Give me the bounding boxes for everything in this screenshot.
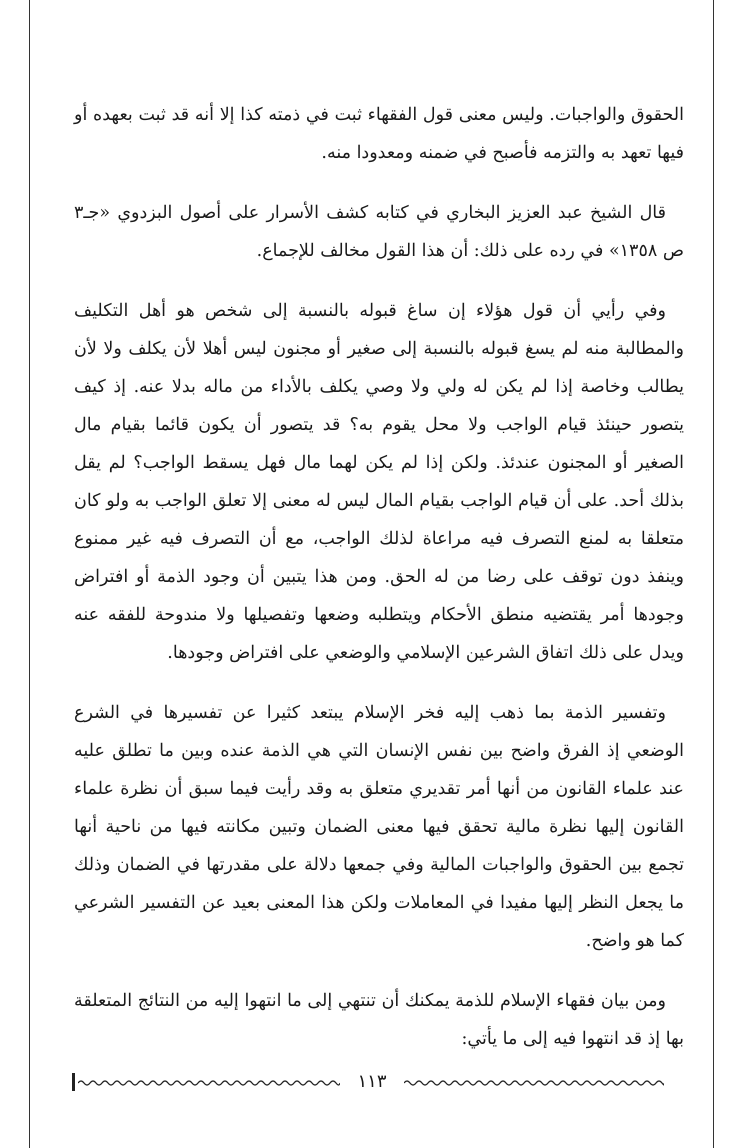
- page-footer: [72, 1070, 664, 1094]
- right-page-rule: [713, 0, 714, 1148]
- left-page-rule: [29, 0, 30, 1148]
- paragraph-interpretation-text: وتفسير الذمة بما ذهب إليه فخر الإسلام يبتعد كثيرا عن تفسيرها في الشرع الوضعي إذ الفرق واضح بين نفس الإنسان التي هي الذمة عنده وبين ما تطلق عليه عند علماء القانون من أنها أمر تقديري متعلق به وقد رأيت فيما سبق أن نظرة علماء القانون إليها نظرة مالية تحقق فيها معنى الضمان وتبين مكانته فيها من ناحية أنها تجمع بين الحقوق والواجبات المالية وفي جمعها دلالة على مقدرتها في الضمان وذلك ما يجعل النظر إليها مفيدا في المعاملات ولكن هذا المعنى بعيد عن التفسير الشرعي كما هو واضح.: [74, 703, 684, 951]
- page-body: [74, 96, 684, 1080]
- paragraph-opinion-text: وفي رأيي أن قول هؤلاء إن ساغ قبوله بالنسبة إلى شخص هو أهل التكليف والمطالبة منه لم يسغ قبوله بالنسبة إلى صغير أو مجنون ليس أهلا لأن يكلف ولا لأن يطالب وخاصة إذا لم يكن له ولي ولا وصي يكلف بالأداء من ماله بدلا عنه. إذ كيف يتصور حينئذ قيام الواجب ولا محل يقوم به؟ قد يتصور أن يكون قائما بقيام مال الصغير أو المجنون عندئذ. ولكن إذا لم يكن لهما مال فهل يسقط الواجب؟ لم يقل بذلك أحد. على أن قيام الواجب بقيام المال ليس له معنى إلا تعلق الواجب به ولو كان متعلقا به لمنع التصرف فيه مراعاة لذلك الواجب، مع أن التصرف فيه غير ممنوع وينفذ دون توقف على رضا من له الحق. ومن هذا يتبين أن وجود الذمة أو افتراض وجودها أمر يقتضيه منطق الأحكام ويتطلبه وضعها وتفصيلها ولا مندوحة للفقه عنه ويدل على ذلك اتفاق الشرعين الإسلامي والوضعي على افتراض وجودها.: [74, 301, 684, 663]
- paragraph-continuation: الحقوق والواجبات. وليس معنى قول الفقهاء ثبت في ذمته كذا إلا أنه قد ثبت بعهده أو فيها تعهد به والتزمه فأصبح في ضمنه ومعدودا منه.: [74, 105, 684, 163]
- footer-wave-right: [404, 1079, 664, 1087]
- paragraph-conclusion-text: ومن بيان فقهاء الإسلام للذمة يمكنك أن تنتهي إلى ما انتهوا إليه من النتائج المتعلقة بها إذ قد انتهوا فيه إلى ما يأتي:: [74, 991, 684, 1049]
- footer-wave-left: [78, 1079, 340, 1087]
- paragraph-quote-text: قال الشيخ عبد العزيز البخاري في كتابه كشف الأسرار على أصول البزدوي «جـ٣ ص ١٣٥٨» في رده على ذلك: أن هذا القول مخالف للإجماع.: [74, 203, 684, 261]
- paragraph-interpretation: [74, 694, 684, 960]
- paragraph-quote-bukhari: [74, 194, 684, 270]
- paragraph-conclusion: [74, 982, 684, 1058]
- page-number: ١١٣: [357, 1071, 387, 1092]
- footer-bar: [72, 1073, 75, 1091]
- paragraph-opinion: [74, 292, 684, 672]
